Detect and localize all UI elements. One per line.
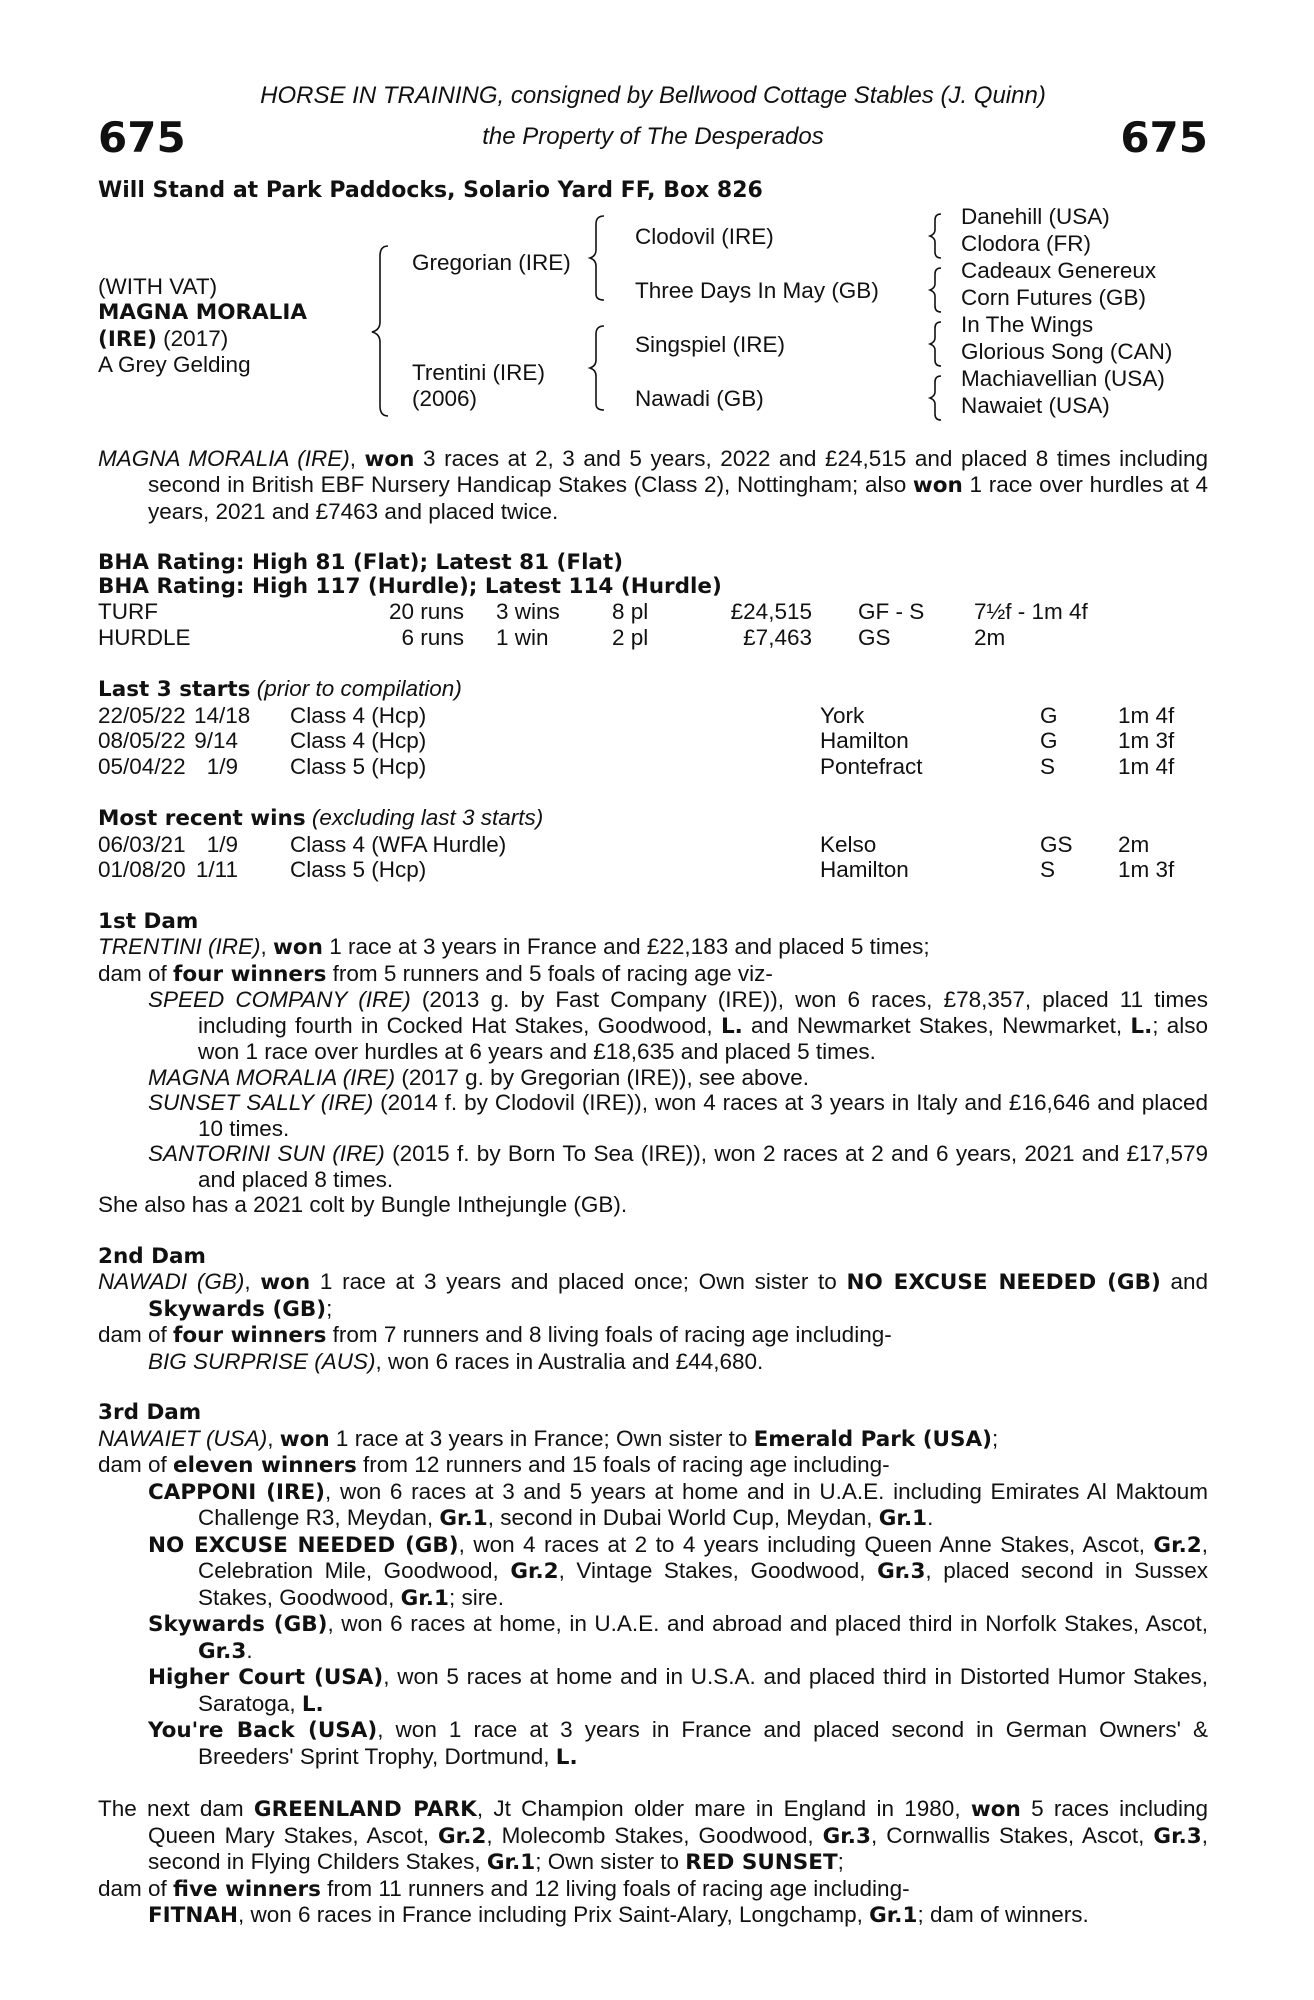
start-date: 08/05/22 xyxy=(98,728,186,753)
section-title: Most recent wins xyxy=(98,806,306,831)
win-row xyxy=(98,857,1208,883)
win-date: 06/03/21 xyxy=(98,831,186,857)
start-class: Class 4 (Hcp) xyxy=(290,702,427,728)
stat-going: GS xyxy=(858,624,891,650)
text: from 5 runners and 5 foals of racing age viz- xyxy=(326,960,773,986)
listed-label: L. xyxy=(555,1744,578,1770)
horse-name-suffix-line xyxy=(98,326,228,353)
text: dam of xyxy=(98,1452,174,1477)
text: dam of xyxy=(98,1322,174,1347)
text: (2013 g. by Fast Company (IRE)), won 6 races, £78,357, placed 11 times including fourth in Cocked Hat Stakes, Goodwood, xyxy=(198,987,1208,1038)
produce-entry xyxy=(148,1611,1208,1664)
produce-name: SANTORINI SUN (IRE) xyxy=(148,1141,385,1166)
text: , xyxy=(267,1425,280,1451)
produce-entry xyxy=(148,1090,1208,1141)
sister-name: RED SUNSET xyxy=(685,1850,838,1875)
text: , won 1 race at 3 years in France and placed second in German Owners' & Breeders' Sprint Trophy, Dortmund, xyxy=(198,1717,1208,1769)
produce-name: CAPPONI (IRE) xyxy=(148,1479,326,1505)
start-going: G xyxy=(1040,702,1058,728)
stat-distance: 7½f - 1m 4f xyxy=(974,599,1088,624)
group-label: Gr.1 xyxy=(869,1903,918,1928)
win-course: Hamilton xyxy=(820,857,909,882)
last-3-heading xyxy=(98,676,1208,703)
listed-label: L. xyxy=(301,1691,324,1717)
text: ; xyxy=(991,1425,999,1451)
start-distance: 1m 4f xyxy=(1118,753,1175,779)
lot-number-left: 675 xyxy=(98,113,186,162)
winners-count: four winners xyxy=(173,961,327,987)
produce-entry xyxy=(148,1065,1208,1091)
produce-name: Skywards (GB) xyxy=(148,1612,328,1637)
start-row xyxy=(98,703,1208,729)
stat-runs: 6 runs xyxy=(401,624,464,650)
start-distance: 1m 4f xyxy=(1118,702,1175,728)
text: , Vintage Stakes, Goodwood, xyxy=(558,1558,878,1583)
group-label: Gr.2 xyxy=(1153,1532,1202,1558)
group-label: Gr.2 xyxy=(510,1559,559,1584)
text: and Newmarket Stakes, Newmarket, xyxy=(742,1012,1131,1038)
produce-name: SUNSET SALLY (IRE) xyxy=(148,1090,374,1115)
section-note: (prior to compilation) xyxy=(250,676,462,701)
win-class: Class 5 (Hcp) xyxy=(290,857,427,882)
produce-name: SPEED COMPANY (IRE) xyxy=(148,987,411,1012)
sister-name: Emerald Park (USA) xyxy=(753,1426,992,1452)
stat-placed: 8 pl xyxy=(612,599,649,624)
stand-location: Will Stand at Park Paddocks, Solario Yard FF, Box 826 xyxy=(98,178,763,203)
start-position: 9/14 xyxy=(194,728,238,753)
text: dam of xyxy=(98,1875,174,1901)
ancestor: Cadeaux Genereux xyxy=(961,257,1157,283)
text: , second in Flying Childers Stakes, xyxy=(148,1822,1208,1874)
produce-list xyxy=(98,1479,1208,1771)
produce-list xyxy=(98,1349,1208,1375)
dam-year: (2006) xyxy=(412,385,478,411)
group-label: Gr.3 xyxy=(198,1638,247,1664)
produce-entry xyxy=(148,1479,1208,1532)
stats-row xyxy=(98,599,1208,625)
win-row xyxy=(98,832,1208,858)
text: . xyxy=(246,1637,253,1663)
page-header xyxy=(98,78,1208,178)
produce-name: Higher Court (USA) xyxy=(148,1665,384,1690)
text: , xyxy=(260,934,274,959)
also-has-note: She also has a 2021 colt by Bungle Inthejungle (GB). xyxy=(98,1192,628,1217)
stat-money: £7,463 xyxy=(743,624,812,650)
produce-entry xyxy=(148,1717,1208,1770)
section-title: 1st Dam xyxy=(98,908,199,934)
win-course: Kelso xyxy=(820,831,877,857)
section-title: 3rd Dam xyxy=(98,1400,202,1425)
sire: Gregorian (IRE) xyxy=(412,249,571,275)
text: ; xyxy=(837,1849,844,1874)
produce-list xyxy=(98,987,1208,1192)
won-label: won xyxy=(273,935,323,960)
text: ; xyxy=(326,1295,333,1321)
horse-description: A Grey Gelding xyxy=(98,351,251,377)
dam-sire: Singspiel (IRE) xyxy=(635,331,786,357)
group-label: Gr.1 xyxy=(439,1506,488,1531)
text: from 12 runners and 15 foals of racing age including- xyxy=(356,1452,890,1477)
dam-line xyxy=(98,934,1208,961)
text: 1 race at 3 years in France and £22,183 and placed 5 times; xyxy=(322,934,930,959)
start-course: Hamilton xyxy=(820,728,909,753)
won-label: won xyxy=(364,446,415,472)
produce-entry xyxy=(148,1141,1208,1192)
sire-dam: Three Days In May (GB) xyxy=(635,277,879,303)
winners-count: five winners xyxy=(173,1876,321,1902)
ancestor: In The Wings xyxy=(961,311,1094,337)
produce-entry xyxy=(148,987,1208,1065)
text: , won 6 races at home, in U.A.E. and abroad and placed third in Norfolk Stakes, Ascot, xyxy=(327,1611,1208,1636)
start-position: 14/18 xyxy=(194,702,251,728)
produce-entry xyxy=(148,1664,1208,1717)
text: 1 race at 3 years in France; Own sister to xyxy=(329,1425,754,1451)
stat-placed: 2 pl xyxy=(612,624,649,650)
win-date: 01/08/20 xyxy=(98,857,186,882)
group-label: Gr.1 xyxy=(486,1850,536,1875)
last-3-starts xyxy=(98,676,1208,779)
win-going: GS xyxy=(1040,831,1073,857)
stat-runs: 20 runs xyxy=(388,599,464,624)
stat-type: HURDLE xyxy=(98,624,191,650)
group-label: Gr.3 xyxy=(822,1823,871,1849)
text: , won 5 races at home and in U.S.A. and placed third in Distorted Humor Stakes, Saratoga, xyxy=(198,1664,1208,1716)
dam-name: NAWADI (GB) xyxy=(98,1269,245,1294)
stat-wins: 1 win xyxy=(496,624,549,650)
text: . xyxy=(927,1505,934,1530)
text: , Celebration Mile, Goodwood, xyxy=(198,1531,1208,1583)
catalogue-page xyxy=(98,78,1208,1929)
horse-country: (IRE) xyxy=(98,326,157,352)
group-label: Gr.1 xyxy=(400,1585,449,1611)
won-label: won xyxy=(279,1426,330,1452)
text: , won 4 races at 2 to 4 years including Queen Anne Stakes, Ascot, xyxy=(458,1531,1154,1557)
text: , placed second in Sussex Stakes, Goodwood, xyxy=(198,1558,1208,1610)
winners-count: eleven winners xyxy=(173,1453,357,1478)
ratings-section xyxy=(98,550,1208,650)
start-row xyxy=(98,754,1208,780)
text: ; dam of winners. xyxy=(917,1902,1089,1927)
text: The next dam xyxy=(98,1796,254,1821)
won-label: won xyxy=(970,1797,1021,1822)
text: ; sire. xyxy=(448,1584,504,1610)
text: , second in Dubai World Cup, Meydan, xyxy=(487,1505,879,1530)
most-recent-wins xyxy=(98,805,1208,883)
section-note: (excluding last 3 starts) xyxy=(305,805,544,830)
ancestor: Nawaiet (USA) xyxy=(961,392,1110,418)
text: dam of xyxy=(98,960,174,986)
second-dam-section xyxy=(98,1244,1208,1375)
start-class: Class 5 (Hcp) xyxy=(290,753,427,779)
dam-name: TRENTINI (IRE) xyxy=(98,934,261,959)
win-position: 1/9 xyxy=(206,831,238,857)
text: , Jt Champion older mare in England in 1980, xyxy=(476,1796,971,1821)
horse-year: (2017) xyxy=(163,325,229,351)
produce-list xyxy=(98,1902,1208,1929)
section-title: Last 3 starts xyxy=(98,677,251,702)
dam-produce-line xyxy=(98,1322,1208,1349)
stat-distance: 2m xyxy=(974,624,1006,650)
summary-horse-name: MAGNA MORALIA (IRE) xyxy=(98,445,350,471)
won-label: won xyxy=(260,1270,311,1295)
winners-count: four winners xyxy=(173,1323,327,1348)
ancestor: Machiavellian (USA) xyxy=(961,365,1165,391)
text: ; also won 1 race over hurdles at 6 years and £18,635 and placed 5 times. xyxy=(198,1012,1209,1064)
text: (2014 f. by Clodovil (IRE)), won 4 races at 3 years in Italy and £16,646 and placed 10 times. xyxy=(198,1090,1209,1141)
summary-text: 1 race over hurdles at 4 years, 2021 and £7463 and placed twice. xyxy=(148,472,1208,524)
produce-entry xyxy=(148,1532,1208,1612)
listed-label: L. xyxy=(1130,1013,1153,1039)
produce-entry xyxy=(148,1902,1208,1929)
horse-name: MAGNA MORALIA xyxy=(98,299,308,325)
stat-wins: 3 wins xyxy=(496,599,560,624)
next-dam-line xyxy=(98,1796,1208,1876)
win-going: S xyxy=(1040,857,1056,882)
text: (2017 g. by Gregorian (IRE)), see above. xyxy=(395,1064,810,1090)
start-going: S xyxy=(1040,753,1056,779)
text: , Cornwallis Stakes, Ascot, xyxy=(870,1822,1154,1848)
lot-number-right: 675 xyxy=(1120,113,1208,162)
recent-wins-heading xyxy=(98,805,1208,832)
text: (2015 f. by Born To Sea (IRE)), won 2 races at 2 and 6 years, 2021 and £17,579 and placed 8 times. xyxy=(198,1141,1208,1192)
vat-note: (WITH VAT) xyxy=(98,273,218,299)
ancestor: Danehill (USA) xyxy=(961,203,1110,229)
won-label: won xyxy=(912,473,963,498)
section-title: 2nd Dam xyxy=(98,1243,206,1269)
sister-name: NO EXCUSE NEEDED (GB) xyxy=(846,1270,1161,1295)
start-course: York xyxy=(820,702,865,728)
ancestor: Glorious Song (CAN) xyxy=(961,338,1173,364)
dam-line xyxy=(98,1269,1208,1322)
text: 1 race at 3 years and placed once; Own sister to xyxy=(310,1269,847,1294)
produce-name: FITNAH xyxy=(148,1903,238,1928)
stats-row xyxy=(98,625,1208,651)
dam-produce-line xyxy=(98,1452,1208,1479)
dam-dam: Nawadi (GB) xyxy=(635,385,764,411)
group-label: Gr.1 xyxy=(878,1506,928,1531)
ancestor: Corn Futures (GB) xyxy=(961,284,1147,310)
dam-name: NAWAIET (USA) xyxy=(98,1425,268,1451)
start-class: Class 4 (Hcp) xyxy=(290,728,427,753)
stat-money: £24,515 xyxy=(730,599,812,624)
dam-produce-line xyxy=(98,1876,1208,1903)
win-class: Class 4 (WFA Hurdle) xyxy=(290,831,507,857)
win-position: 1/11 xyxy=(195,857,238,882)
start-position: 1/9 xyxy=(206,753,238,779)
produce-name: BIG SURPRISE (AUS) xyxy=(148,1348,376,1374)
dam-produce-line xyxy=(98,961,1208,988)
produce-name: NO EXCUSE NEEDED (GB) xyxy=(148,1532,459,1558)
start-date: 05/04/22 xyxy=(98,753,186,779)
third-dam-section xyxy=(98,1400,1208,1770)
produce-entry xyxy=(148,1349,1208,1375)
bha-rating-hurdle: BHA Rating: High 117 (Hurdle); Latest 114 (Hurdle) xyxy=(98,573,722,599)
start-going: G xyxy=(1040,728,1058,753)
text: from 7 runners and 8 living foals of racing age including- xyxy=(326,1322,892,1347)
ancestor: Clodora (FR) xyxy=(961,230,1092,256)
text: , xyxy=(244,1269,261,1294)
bha-rating-flat: BHA Rating: High 81 (Flat); Latest 81 (Flat) xyxy=(98,550,624,575)
start-course: Pontefract xyxy=(820,753,923,779)
group-label: Gr.3 xyxy=(1153,1823,1202,1849)
text: , won 6 races at 3 and 5 years at home and in U.A.E. including Emirates Al Maktoum Challenge R3, Meydan, xyxy=(198,1478,1208,1530)
race-summary: MAGNA MORALIA (IRE), won 3 races at 2, 3 and 5 years, 2022 and £24,515 and placed 8 times including second in British EBF Nursery Handicap Stakes (Class 2), Nottingham; also won 1 race over hurdles at 4 years, 2021 and £7463 and placed twice. xyxy=(98,445,1208,524)
start-distance: 1m 3f xyxy=(1118,728,1175,753)
stat-type: TURF xyxy=(98,599,158,624)
text: , won 6 races in Australia and £44,680. xyxy=(375,1348,764,1374)
start-row xyxy=(98,728,1208,754)
summary-text: 3 races at 2, 3 and 5 years, 2022 and £24,515 and placed 8 times including second in British EBF Nursery Handicap Stakes (Class 2), Nottingham; also xyxy=(148,445,1208,497)
text: and xyxy=(1160,1269,1208,1294)
win-distance: 1m 3f xyxy=(1118,857,1175,882)
text: from 11 runners and 12 living foals of racing age including- xyxy=(320,1875,910,1901)
dam: Trentini (IRE) xyxy=(412,359,545,385)
stat-going: GF - S xyxy=(858,599,925,624)
consignor-line: HORSE IN TRAINING, consigned by Bellwood Cottage Stables (J. Quinn) xyxy=(260,82,1046,109)
pedigree-chart xyxy=(98,203,1208,436)
next-dam-section xyxy=(98,1796,1208,1929)
text: , Molecomb Stakes, Goodwood, xyxy=(486,1822,823,1848)
win-distance: 2m xyxy=(1118,831,1150,857)
dam-name: GREENLAND PARK xyxy=(253,1797,477,1822)
text: , won 6 races in France including Prix Saint-Alary, Longchamp, xyxy=(237,1902,870,1927)
produce-name: MAGNA MORALIA (IRE) xyxy=(148,1064,396,1090)
sire-sire: Clodovil (IRE) xyxy=(635,223,774,249)
dam-line xyxy=(98,1426,1208,1453)
owner-line: the Property of The Desperados xyxy=(482,123,824,150)
first-dam-section xyxy=(98,909,1208,1218)
text: ; Own sister to xyxy=(535,1849,686,1874)
text: 5 races including Queen Mary Stakes, Ascot, xyxy=(148,1796,1208,1848)
group-label: Gr.3 xyxy=(877,1559,926,1584)
listed-label: L. xyxy=(720,1013,743,1039)
sister-name: Skywards (GB) xyxy=(148,1296,327,1322)
start-date: 22/05/22 xyxy=(98,702,186,728)
produce-name: You're Back (USA) xyxy=(148,1718,378,1743)
group-label: Gr.2 xyxy=(438,1823,487,1849)
